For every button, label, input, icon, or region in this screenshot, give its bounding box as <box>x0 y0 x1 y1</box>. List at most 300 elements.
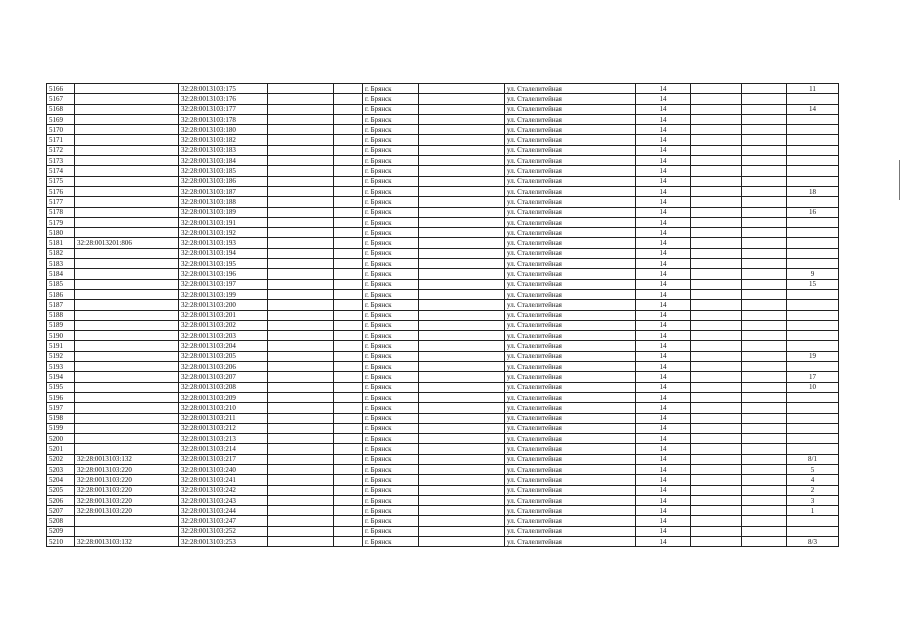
cell-empty <box>742 485 787 495</box>
cell-street: ул. Сталелитейная <box>505 84 636 94</box>
cell-flat <box>787 217 839 227</box>
table-row <box>47 176 839 186</box>
cell-empty <box>742 156 787 166</box>
cell-house: 14 <box>636 289 691 299</box>
cell-cadastral-number: 32:28:0013103:188 <box>179 197 268 207</box>
cell-cadastral-number: 32:28:0013103:199 <box>179 289 268 299</box>
cell-house: 14 <box>636 423 691 433</box>
cell-empty <box>419 454 505 464</box>
cell-house: 14 <box>636 197 691 207</box>
cell-city: г. Брянск <box>363 341 419 351</box>
cell-empty <box>419 464 505 474</box>
cell-empty <box>691 186 742 196</box>
cell-empty <box>419 94 505 104</box>
cell-street: ул. Сталелитейная <box>505 495 636 505</box>
cell-cadastral-number: 32:28:0013103:214 <box>179 444 268 454</box>
cell-flat <box>787 125 839 135</box>
cell-record-number: 5183 <box>47 259 75 269</box>
cell-street: ул. Сталелитейная <box>505 403 636 413</box>
cell-record-number: 5166 <box>47 84 75 94</box>
cell-house: 14 <box>636 186 691 196</box>
cell-empty <box>334 485 363 495</box>
cell-house: 14 <box>636 300 691 310</box>
cell-street: ул. Сталелитейная <box>505 331 636 341</box>
cell-empty <box>334 166 363 176</box>
cell-empty <box>742 176 787 186</box>
cell-empty <box>742 537 787 547</box>
cell-empty <box>268 320 334 330</box>
cell-empty <box>334 217 363 227</box>
cell-empty <box>268 84 334 94</box>
cell-house: 14 <box>636 94 691 104</box>
cell-street: ул. Сталелитейная <box>505 197 636 207</box>
cell-previous-cadastral-number <box>75 279 179 289</box>
cell-city: г. Брянск <box>363 228 419 238</box>
cell-street: ул. Сталелитейная <box>505 526 636 536</box>
cell-empty <box>742 320 787 330</box>
cell-empty <box>419 259 505 269</box>
cell-empty <box>334 279 363 289</box>
cell-empty <box>334 444 363 454</box>
cell-empty <box>742 289 787 299</box>
cell-empty <box>691 362 742 372</box>
cell-empty <box>268 485 334 495</box>
cell-cadastral-number: 32:28:0013103:210 <box>179 403 268 413</box>
cell-record-number: 5178 <box>47 207 75 217</box>
cell-cadastral-number: 32:28:0013103:177 <box>179 104 268 114</box>
cell-street: ул. Сталелитейная <box>505 464 636 474</box>
table-row <box>47 145 839 155</box>
table-row <box>47 279 839 289</box>
cell-empty <box>742 269 787 279</box>
cell-cadastral-number: 32:28:0013103:195 <box>179 259 268 269</box>
table-row <box>47 362 839 372</box>
cell-flat: 18 <box>787 186 839 196</box>
cell-empty <box>334 145 363 155</box>
cell-empty <box>268 238 334 248</box>
cell-empty <box>419 382 505 392</box>
cell-cadastral-number: 32:28:0013103:213 <box>179 434 268 444</box>
cell-house: 14 <box>636 434 691 444</box>
cell-flat: 10 <box>787 382 839 392</box>
cell-empty <box>742 351 787 361</box>
cell-record-number: 5168 <box>47 104 75 114</box>
cell-previous-cadastral-number <box>75 434 179 444</box>
table-row <box>47 341 839 351</box>
cell-empty <box>419 537 505 547</box>
cell-empty <box>268 186 334 196</box>
cell-street: ул. Сталелитейная <box>505 104 636 114</box>
cell-street: ул. Сталелитейная <box>505 454 636 464</box>
cell-house: 14 <box>636 516 691 526</box>
table-row <box>47 537 839 547</box>
cell-previous-cadastral-number <box>75 186 179 196</box>
cell-empty <box>268 351 334 361</box>
cell-empty <box>691 372 742 382</box>
cell-empty <box>334 362 363 372</box>
cell-flat <box>787 248 839 258</box>
cell-empty <box>419 423 505 433</box>
cell-flat <box>787 289 839 299</box>
cell-previous-cadastral-number: 32:28:0013103:220 <box>75 464 179 474</box>
cell-street: ул. Сталелитейная <box>505 259 636 269</box>
cell-empty <box>419 485 505 495</box>
cell-house: 14 <box>636 485 691 495</box>
cell-empty <box>268 135 334 145</box>
cell-cadastral-number: 32:28:0013103:175 <box>179 84 268 94</box>
cell-empty <box>419 217 505 227</box>
cell-city: г. Брянск <box>363 526 419 536</box>
cell-empty <box>742 362 787 372</box>
table-row <box>47 186 839 196</box>
cell-empty <box>334 94 363 104</box>
table-row <box>47 403 839 413</box>
cell-cadastral-number: 32:28:0013103:244 <box>179 506 268 516</box>
cell-empty <box>691 403 742 413</box>
cell-empty <box>691 320 742 330</box>
cell-house: 14 <box>636 362 691 372</box>
cell-city: г. Брянск <box>363 516 419 526</box>
cell-previous-cadastral-number <box>75 228 179 238</box>
cell-empty <box>691 145 742 155</box>
cell-empty <box>334 464 363 474</box>
cell-flat <box>787 300 839 310</box>
cell-empty <box>742 114 787 124</box>
cell-empty <box>742 125 787 135</box>
cell-empty <box>268 217 334 227</box>
cell-empty <box>419 403 505 413</box>
cell-house: 14 <box>636 351 691 361</box>
cell-empty <box>691 495 742 505</box>
cell-street: ул. Сталелитейная <box>505 269 636 279</box>
cell-record-number: 5210 <box>47 537 75 547</box>
cell-city: г. Брянск <box>363 506 419 516</box>
cell-empty <box>419 320 505 330</box>
cell-house: 14 <box>636 382 691 392</box>
cell-house: 14 <box>636 372 691 382</box>
cell-flat <box>787 434 839 444</box>
cell-empty <box>691 464 742 474</box>
cell-city: г. Брянск <box>363 300 419 310</box>
cell-empty <box>742 495 787 505</box>
cell-empty <box>334 248 363 258</box>
cell-empty <box>268 413 334 423</box>
cell-street: ул. Сталелитейная <box>505 341 636 351</box>
cell-street: ул. Сталелитейная <box>505 392 636 402</box>
table-row <box>47 84 839 94</box>
cell-flat <box>787 310 839 320</box>
cell-empty <box>334 135 363 145</box>
cell-empty <box>268 341 334 351</box>
table-row <box>47 166 839 176</box>
cell-empty <box>334 516 363 526</box>
cell-house: 14 <box>636 84 691 94</box>
cell-city: г. Брянск <box>363 166 419 176</box>
table-row <box>47 207 839 217</box>
cell-city: г. Брянск <box>363 485 419 495</box>
cell-empty <box>691 176 742 186</box>
cell-record-number: 5185 <box>47 279 75 289</box>
cell-record-number: 5176 <box>47 186 75 196</box>
cell-empty <box>691 537 742 547</box>
cell-empty <box>334 269 363 279</box>
table-row <box>47 248 839 258</box>
cell-empty <box>742 310 787 320</box>
cell-empty <box>334 84 363 94</box>
cell-empty <box>334 341 363 351</box>
cell-cadastral-number: 32:28:0013103:193 <box>179 238 268 248</box>
cell-empty <box>691 279 742 289</box>
cell-empty <box>334 238 363 248</box>
cell-street: ул. Сталелитейная <box>505 156 636 166</box>
cell-previous-cadastral-number <box>75 125 179 135</box>
cell-flat <box>787 362 839 372</box>
cell-cadastral-number: 32:28:0013103:189 <box>179 207 268 217</box>
cell-flat <box>787 259 839 269</box>
table-row <box>47 289 839 299</box>
cell-flat <box>787 526 839 536</box>
cell-street: ул. Сталелитейная <box>505 320 636 330</box>
table-row <box>47 114 839 124</box>
cell-record-number: 5196 <box>47 392 75 402</box>
cell-flat <box>787 156 839 166</box>
table-row <box>47 372 839 382</box>
cell-house: 14 <box>636 310 691 320</box>
cell-empty <box>691 259 742 269</box>
cell-cadastral-number: 32:28:0013103:191 <box>179 217 268 227</box>
cell-previous-cadastral-number: 32:28:0013201:806 <box>75 238 179 248</box>
cell-record-number: 5197 <box>47 403 75 413</box>
cell-city: г. Брянск <box>363 238 419 248</box>
cell-house: 14 <box>636 114 691 124</box>
cell-empty <box>691 382 742 392</box>
table-row <box>47 413 839 423</box>
cell-record-number: 5171 <box>47 135 75 145</box>
cell-previous-cadastral-number <box>75 310 179 320</box>
cell-empty <box>268 506 334 516</box>
cell-empty <box>268 279 334 289</box>
cell-cadastral-number: 32:28:0013103:252 <box>179 526 268 536</box>
cell-cadastral-number: 32:28:0013103:205 <box>179 351 268 361</box>
cell-cadastral-number: 32:28:0013103:204 <box>179 341 268 351</box>
cell-empty <box>691 166 742 176</box>
cell-previous-cadastral-number <box>75 104 179 114</box>
cell-cadastral-number: 32:28:0013103:182 <box>179 135 268 145</box>
cell-empty <box>742 475 787 485</box>
table-row <box>47 351 839 361</box>
cell-flat <box>787 331 839 341</box>
cell-record-number: 5187 <box>47 300 75 310</box>
cell-empty <box>334 289 363 299</box>
cell-empty <box>419 104 505 114</box>
cell-street: ул. Сталелитейная <box>505 145 636 155</box>
cell-flat: 11 <box>787 84 839 94</box>
cell-empty <box>742 94 787 104</box>
cell-house: 14 <box>636 413 691 423</box>
cell-empty <box>268 516 334 526</box>
table-row <box>47 331 839 341</box>
cell-flat <box>787 516 839 526</box>
table-row <box>47 485 839 495</box>
cell-street: ул. Сталелитейная <box>505 279 636 289</box>
cell-empty <box>742 279 787 289</box>
cell-cadastral-number: 32:28:0013103:212 <box>179 423 268 433</box>
cell-previous-cadastral-number <box>75 341 179 351</box>
cell-empty <box>691 351 742 361</box>
cell-empty <box>691 217 742 227</box>
cell-flat <box>787 176 839 186</box>
cell-empty <box>268 526 334 536</box>
table-row <box>47 526 839 536</box>
cell-cadastral-number: 32:28:0013103:243 <box>179 495 268 505</box>
cell-empty <box>419 331 505 341</box>
table-row <box>47 135 839 145</box>
cell-house: 14 <box>636 125 691 135</box>
cell-previous-cadastral-number <box>75 331 179 341</box>
cell-empty <box>742 166 787 176</box>
cell-record-number: 5175 <box>47 176 75 186</box>
cell-empty <box>742 382 787 392</box>
cell-flat: 19 <box>787 351 839 361</box>
cell-previous-cadastral-number <box>75 197 179 207</box>
cell-house: 14 <box>636 444 691 454</box>
cell-empty <box>691 207 742 217</box>
table-row <box>47 197 839 207</box>
cell-previous-cadastral-number <box>75 320 179 330</box>
cell-city: г. Брянск <box>363 135 419 145</box>
registry-body <box>47 84 839 547</box>
cell-street: ул. Сталелитейная <box>505 310 636 320</box>
cell-city: г. Брянск <box>363 248 419 258</box>
cell-empty <box>268 495 334 505</box>
cell-city: г. Брянск <box>363 176 419 186</box>
cell-record-number: 5199 <box>47 423 75 433</box>
cell-empty <box>742 207 787 217</box>
cell-house: 14 <box>636 238 691 248</box>
cell-street: ул. Сталелитейная <box>505 423 636 433</box>
cell-flat <box>787 403 839 413</box>
cell-house: 14 <box>636 104 691 114</box>
cell-empty <box>691 454 742 464</box>
cell-cadastral-number: 32:28:0013103:211 <box>179 413 268 423</box>
cell-empty <box>691 444 742 454</box>
cell-empty <box>419 413 505 423</box>
table-row <box>47 94 839 104</box>
cell-house: 14 <box>636 145 691 155</box>
cell-cadastral-number: 32:28:0013103:180 <box>179 125 268 135</box>
cell-house: 14 <box>636 217 691 227</box>
cell-empty <box>419 289 505 299</box>
table-row <box>47 217 839 227</box>
cell-street: ул. Сталелитейная <box>505 217 636 227</box>
cell-empty <box>334 207 363 217</box>
table-row <box>47 156 839 166</box>
cell-empty <box>268 331 334 341</box>
cell-empty <box>691 228 742 238</box>
cell-house: 14 <box>636 207 691 217</box>
cell-empty <box>691 300 742 310</box>
cell-previous-cadastral-number <box>75 526 179 536</box>
cell-empty <box>691 434 742 444</box>
cell-previous-cadastral-number <box>75 207 179 217</box>
cell-empty <box>419 506 505 516</box>
cell-street: ул. Сталелитейная <box>505 248 636 258</box>
cell-cadastral-number: 32:28:0013103:184 <box>179 156 268 166</box>
cell-record-number: 5172 <box>47 145 75 155</box>
cell-flat: 15 <box>787 279 839 289</box>
cell-city: г. Брянск <box>363 331 419 341</box>
table-row <box>47 495 839 505</box>
cell-empty <box>419 351 505 361</box>
cell-street: ул. Сталелитейная <box>505 94 636 104</box>
cell-house: 14 <box>636 248 691 258</box>
cell-record-number: 5193 <box>47 362 75 372</box>
cell-empty <box>334 413 363 423</box>
cell-street: ул. Сталелитейная <box>505 186 636 196</box>
cell-flat: 9 <box>787 269 839 279</box>
table-row <box>47 238 839 248</box>
cell-empty <box>691 475 742 485</box>
cell-empty <box>742 464 787 474</box>
cell-cadastral-number: 32:28:0013103:200 <box>179 300 268 310</box>
cell-record-number: 5188 <box>47 310 75 320</box>
cell-empty <box>268 259 334 269</box>
cell-empty <box>268 372 334 382</box>
cell-record-number: 5184 <box>47 269 75 279</box>
cell-flat <box>787 238 839 248</box>
cell-city: г. Брянск <box>363 259 419 269</box>
cell-empty <box>691 341 742 351</box>
cell-empty <box>742 104 787 114</box>
cell-flat <box>787 114 839 124</box>
cell-house: 14 <box>636 279 691 289</box>
cell-record-number: 5202 <box>47 454 75 464</box>
cell-house: 14 <box>636 331 691 341</box>
cell-empty <box>268 94 334 104</box>
cell-empty <box>268 475 334 485</box>
cell-empty <box>691 331 742 341</box>
cell-empty <box>334 423 363 433</box>
cell-record-number: 5194 <box>47 372 75 382</box>
cell-empty <box>334 526 363 536</box>
cell-flat <box>787 135 839 145</box>
cell-cadastral-number: 32:28:0013103:242 <box>179 485 268 495</box>
cell-flat <box>787 145 839 155</box>
cell-empty <box>268 310 334 320</box>
cell-house: 14 <box>636 166 691 176</box>
cell-previous-cadastral-number: 32:28:0013103:132 <box>75 454 179 464</box>
cell-empty <box>268 289 334 299</box>
cell-previous-cadastral-number: 32:28:0013103:220 <box>75 506 179 516</box>
cell-city: г. Брянск <box>363 475 419 485</box>
cell-record-number: 5181 <box>47 238 75 248</box>
cell-empty <box>419 197 505 207</box>
cell-empty <box>419 207 505 217</box>
cell-city: г. Брянск <box>363 145 419 155</box>
cell-empty <box>742 186 787 196</box>
cell-street: ул. Сталелитейная <box>505 125 636 135</box>
cell-previous-cadastral-number <box>75 84 179 94</box>
cell-previous-cadastral-number <box>75 217 179 227</box>
cell-previous-cadastral-number <box>75 166 179 176</box>
cell-empty <box>419 526 505 536</box>
cell-empty <box>268 403 334 413</box>
cell-city: г. Брянск <box>363 289 419 299</box>
cell-city: г. Брянск <box>363 104 419 114</box>
cell-cadastral-number: 32:28:0013103:178 <box>179 114 268 124</box>
cell-city: г. Брянск <box>363 372 419 382</box>
cell-city: г. Брянск <box>363 495 419 505</box>
